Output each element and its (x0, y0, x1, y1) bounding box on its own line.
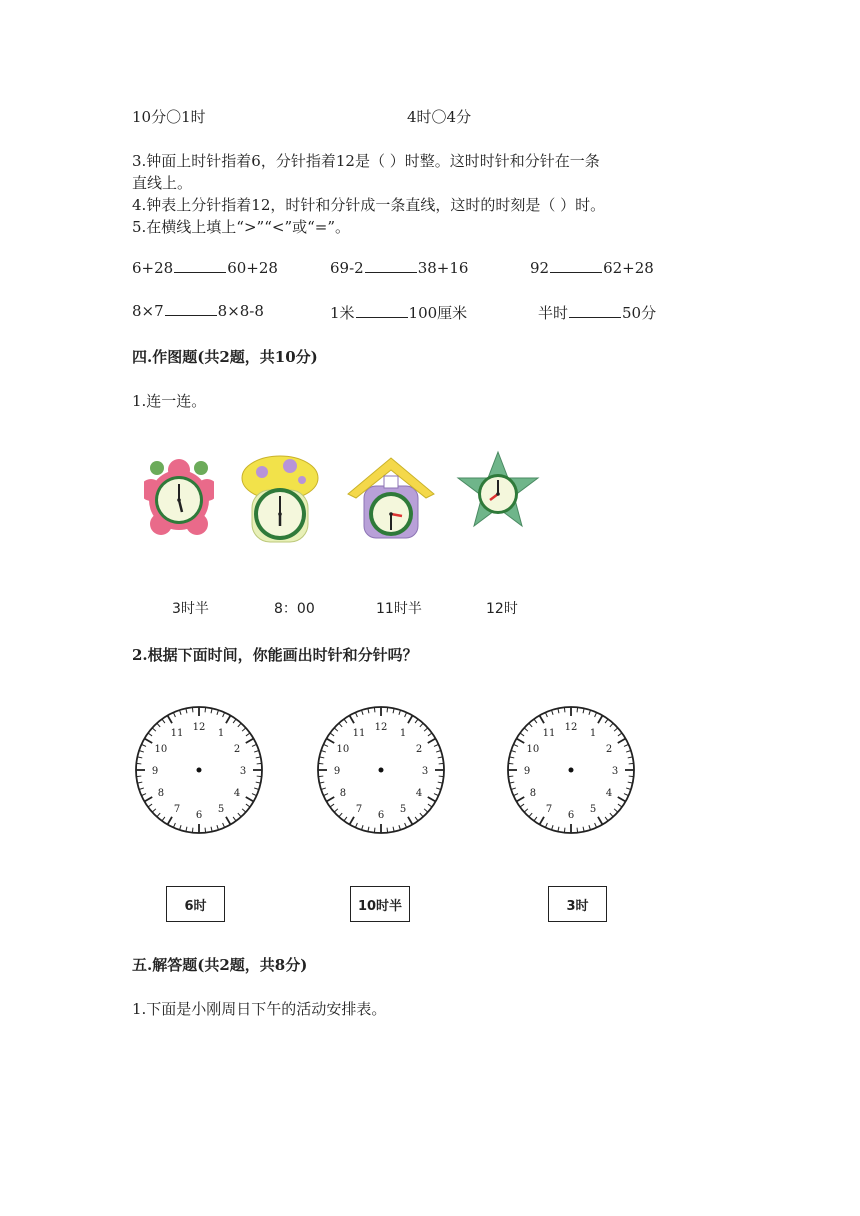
clock-number: 3 (239, 766, 247, 777)
match-label: 11时半 (376, 601, 422, 617)
clock-number: 1 (217, 727, 225, 739)
house-clock-picture (346, 452, 436, 542)
clock-number: 11 (542, 727, 556, 739)
match-label: 12时 (486, 601, 518, 617)
section-4-q2: 2.根据下面时间，你能画出时针和分针吗？ (132, 646, 418, 664)
question-4: 4.钟表上分针指着12，时针和分针成一条直线，这时的时刻是（ ）时。 (132, 196, 606, 214)
clock-number: 5 (589, 804, 597, 816)
minute-tick (374, 828, 375, 833)
clock-number: 6 (195, 810, 203, 821)
minute-tick (205, 828, 206, 833)
clock-number: 2 (605, 744, 613, 755)
clock-number: 3 (611, 766, 619, 777)
minute-tick (192, 707, 193, 712)
minute-tick (257, 776, 262, 777)
clock-number: 4 (233, 788, 241, 799)
minute-tick (629, 776, 634, 777)
minute-tick (318, 763, 323, 764)
flower-clock-picture (144, 440, 214, 536)
star-clock-picture (456, 450, 540, 530)
clock-center (379, 768, 384, 773)
minute-tick (136, 776, 141, 777)
section-4-q1: 1.连一连。 (132, 392, 207, 410)
answer-blank[interactable] (174, 260, 226, 273)
mushroom-clock-picture (240, 450, 320, 550)
minute-tick (508, 763, 513, 764)
clock-number: 11 (170, 727, 184, 739)
compare-left: 10分〇1时 (132, 108, 206, 126)
time-box: 10时半 (350, 886, 410, 922)
clock-number: 11 (352, 727, 366, 739)
clock-number: 3 (421, 766, 429, 777)
match-label: 8：00 (274, 601, 315, 617)
answer-blank[interactable] (550, 260, 602, 273)
clock-number: 5 (399, 804, 407, 816)
clock-number: 6 (377, 810, 385, 821)
clock-center (569, 768, 574, 773)
clock-center (197, 768, 202, 773)
minute-tick (387, 707, 388, 712)
clock-number: 7 (173, 804, 181, 816)
clock-number: 12 (374, 722, 388, 733)
clock-number: 7 (355, 804, 363, 816)
blank-clock-2[interactable] (311, 700, 451, 840)
clock-number: 2 (415, 744, 423, 755)
blank-clock-3[interactable] (501, 700, 641, 840)
minute-tick (387, 828, 388, 833)
time-box: 6时 (166, 886, 225, 922)
minute-tick (577, 828, 578, 833)
clock-number: 12 (564, 722, 578, 733)
clock-number: 2 (233, 744, 241, 755)
fill-item: 1米 100厘米 (330, 304, 468, 322)
clock-number: 9 (333, 766, 341, 777)
clock-number: 8 (529, 788, 537, 799)
clock-number: 7 (545, 804, 553, 816)
clock-number: 4 (605, 788, 613, 799)
minute-tick (257, 763, 262, 764)
time-box: 3时 (548, 886, 607, 922)
section-5-q1: 1.下面是小刚周日下午的活动安排表。 (132, 1000, 387, 1018)
minute-tick (439, 763, 444, 764)
question-3-line2: 直线上。 (132, 174, 193, 192)
minute-tick (205, 707, 206, 712)
clock-number: 6 (567, 810, 575, 821)
blank-clock-1[interactable] (129, 700, 269, 840)
minute-tick (374, 707, 375, 712)
fill-item: 92 62+28 (530, 259, 654, 277)
minute-tick (564, 707, 565, 712)
minute-tick (136, 763, 141, 764)
clock-number: 4 (415, 788, 423, 799)
clock-number: 5 (217, 804, 225, 816)
minute-tick (629, 763, 634, 764)
clock-number: 10 (526, 744, 540, 755)
clock-number: 10 (336, 744, 350, 755)
answer-blank[interactable] (365, 260, 417, 273)
minute-tick (318, 776, 323, 777)
clock-number: 9 (151, 766, 159, 777)
match-label: 3时半 (172, 601, 209, 617)
clock-number: 1 (399, 727, 407, 739)
clock-number: 9 (523, 766, 531, 777)
section-5-title: 五.解答题(共2题，共8分) (132, 956, 308, 974)
question-3-line1: 3.钟面上时针指着6，分针指着12是（ ）时整。这时时针和分针在一条 (132, 152, 600, 170)
compare-right: 4时〇4分 (407, 108, 472, 126)
clock-number: 8 (157, 788, 165, 799)
minute-tick (439, 776, 444, 777)
answer-blank[interactable] (356, 305, 408, 318)
minute-tick (192, 828, 193, 833)
answer-blank[interactable] (165, 303, 217, 316)
minute-tick (564, 828, 565, 833)
fill-item: 8×7 8×8-8 (132, 302, 264, 320)
clock-number: 12 (192, 722, 206, 733)
clock-number: 8 (339, 788, 347, 799)
fill-item: 6+28 60+28 (132, 259, 278, 277)
answer-blank[interactable] (569, 305, 621, 318)
clock-number: 1 (589, 727, 597, 739)
minute-tick (577, 707, 578, 712)
clock-number: 10 (154, 744, 168, 755)
question-5: 5.在横线上填上“>”“<”或“=”。 (132, 218, 351, 236)
minute-tick (508, 776, 513, 777)
section-4-title: 四.作图题(共2题，共10分) (132, 348, 318, 366)
fill-item: 半时 50分 (538, 304, 657, 322)
fill-item: 69-2 38+16 (330, 259, 469, 277)
